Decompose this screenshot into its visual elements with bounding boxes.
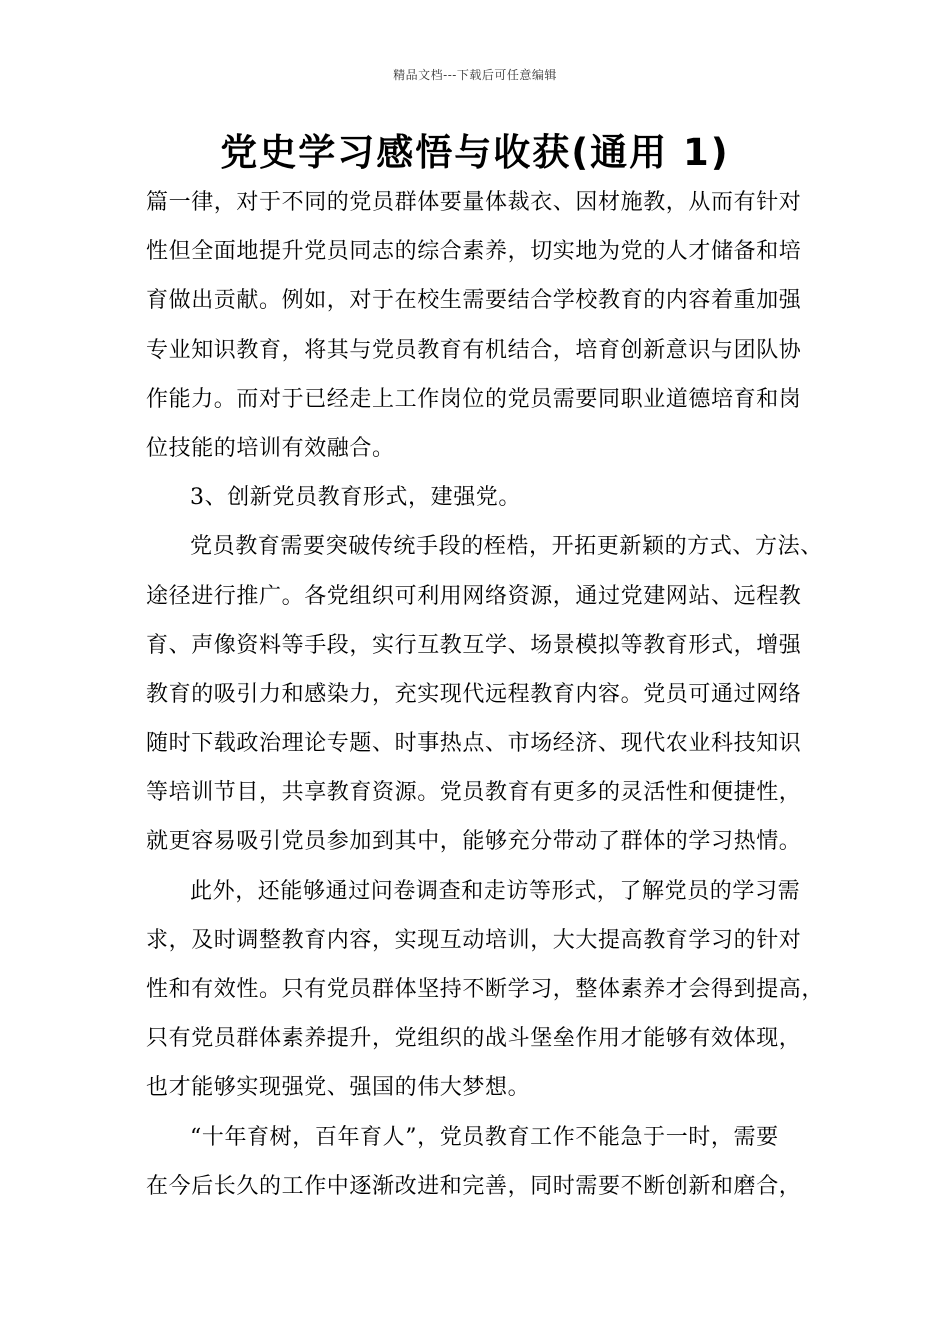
body-line: 只有党员群体素养提升，党组织的战斗堡垒作用才能够有效体现， <box>146 1026 802 1052</box>
body-line: 作能力。而对于已经走上工作岗位的党员需要同职业道德培育和岗 <box>146 386 802 412</box>
body-line: 就更容易吸引党员参加到其中，能够充分带动了群体的学习热情。 <box>146 829 802 855</box>
section-heading: 3、创新党员教育形式，建强党。 <box>190 485 521 511</box>
body-line: 也才能够实现强党、强国的伟大梦想。 <box>146 1075 531 1101</box>
body-line: 育做出贡献。例如，对于在校生需要结合学校教育的内容着重加强 <box>146 288 802 314</box>
body-line: 位技能的培训有效融合。 <box>146 435 395 461</box>
body-line: 在今后长久的工作中逐渐改进和完善，同时需要不断创新和磨合， <box>146 1173 802 1199</box>
body-line: 性但全面地提升党员同志的综合素养，切实地为党的人才储备和培 <box>146 239 802 265</box>
document-title: 党史学习感悟与收获(通用 1) <box>220 131 730 174</box>
body-line: 等培训节目，共享教育资源。党员教育有更多的灵活性和便捷性， <box>146 780 802 806</box>
body-line: 教育的吸引力和感染力，充实现代远程教育内容。党员可通过网络 <box>146 681 802 707</box>
body-line: 性和有效性。只有党员群体坚持不断学习，整体素养才会得到提高， <box>146 977 825 1002</box>
body-line: 随时下载政治理论专题、时事热点、市场经济、现代农业科技知识 <box>146 731 802 757</box>
header-note: 精品文档---下载后可任意编辑 <box>393 68 557 82</box>
paragraph-start: “十年育树，百年育人”，党员教育工作不能急于一时，需要 <box>190 1124 779 1150</box>
body-line: 专业知识教育，将其与党员教育有机结合，培育创新意识与团队协 <box>146 337 802 363</box>
body-line: 篇一律，对于不同的党员群体要量体裁衣、因材施教，从而有针对 <box>146 190 802 215</box>
document-body <box>146 178 825 1211</box>
body-line: 求，及时调整教育内容，实现互动培训，大大提高教育学习的针对 <box>146 927 802 953</box>
paragraph-start: 此外，还能够通过问卷调查和走访等形式，了解党员的学习需 <box>190 878 801 904</box>
body-line: 育、声像资料等手段，实行互教互学、场景模拟等教育形式，增强 <box>146 632 802 658</box>
body-line: 途径进行推广。各党组织可利用网络资源，通过党建网站、远程教 <box>146 583 802 609</box>
paragraph-start: 党员教育需要突破传统手段的桎梏，开拓更新颖的方式、方法、 <box>190 534 823 560</box>
